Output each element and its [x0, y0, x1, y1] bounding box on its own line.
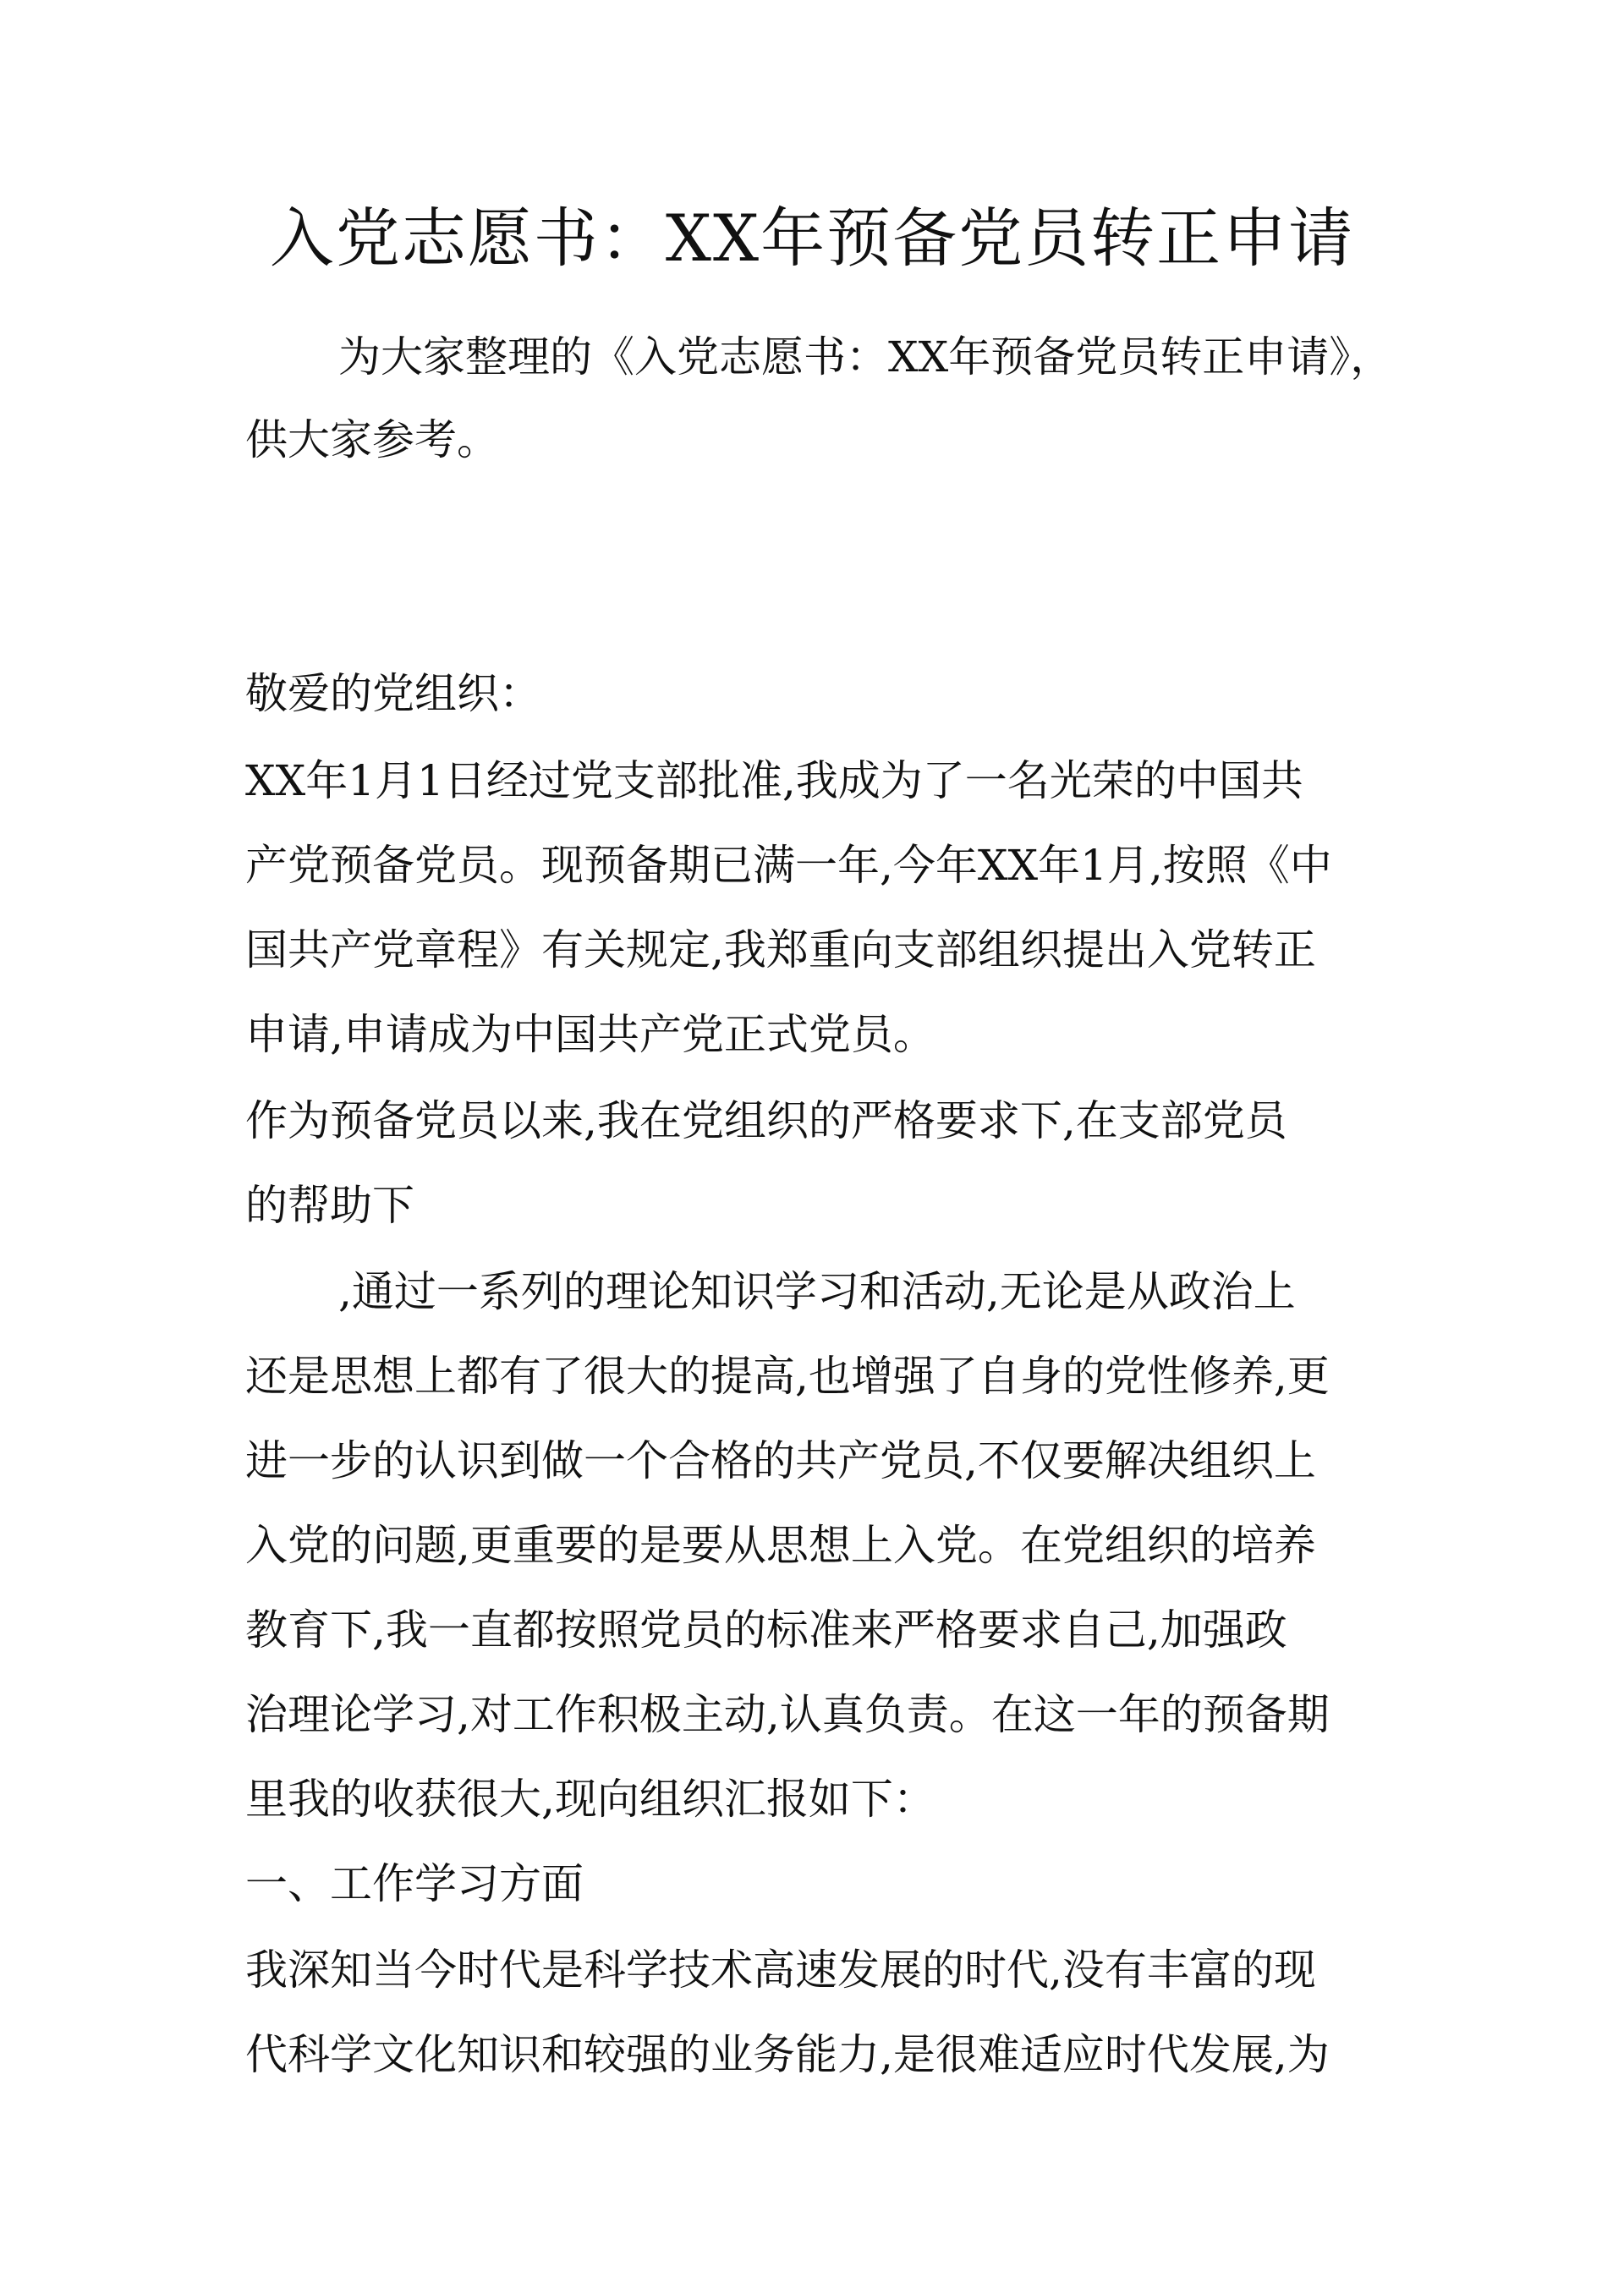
section-1-heading: 一、工作学习方面 — [245, 1859, 584, 1908]
paragraph-1-line-4: 申请,申请成为中国共产党正式党员。 — [245, 1010, 935, 1059]
paragraph-4-line-1: 我深知当今时代是科学技术高速发展的时代,没有丰富的现 — [245, 1946, 1316, 1995]
paragraph-3-line-1: ,通过一系列的理论知识学习和活动,无论是从政治上 — [338, 1267, 1296, 1316]
paragraph-4-line-2: 代科学文化知识和较强的业务能力,是很难适应时代发展,为 — [245, 2030, 1330, 2079]
intro-line-1: 为大家整理的《入党志愿书：XX年预备党员转正申请》， — [338, 332, 1393, 381]
paragraph-3-line-2: 还是思想上都有了很大的提高,也增强了自身的党性修养,更 — [245, 1352, 1330, 1401]
salutation: 敬爱的党组织： — [245, 669, 541, 718]
paragraph-1-line-1: XX年1月1日经过党支部批准,我成为了一名光荣的中国共 — [245, 756, 1303, 805]
paragraph-3-line-7: 里我的收获很大,现向组织汇报如下： — [245, 1775, 935, 1824]
paragraph-3-line-6: 治理论学习,对工作积极主动,认真负责。在这一年的预备期 — [245, 1690, 1330, 1739]
paragraph-3-line-3: 进一步的认识到做一个合格的共产党员,不仅要解决组织上 — [245, 1436, 1316, 1485]
paragraph-2-line-1: 作为预备党员以来,我在党组织的严格要求下,在支部党员 — [245, 1096, 1287, 1145]
paragraph-3-line-5: 教育下,我一直都按照党员的标准来严格要求自己,加强政 — [245, 1605, 1287, 1655]
paragraph-1-line-2: 产党预备党员。现预备期已满一年,今年XX年1月,按照《中 — [245, 841, 1332, 890]
paragraph-1-line-3: 国共产党章程》有关规定,我郑重向支部组织提出入党转正 — [245, 925, 1316, 974]
intro-line-2: 供大家参考。 — [245, 415, 499, 464]
document-title: 入党志愿书：XX年预备党员转正申请 — [269, 200, 1355, 276]
paragraph-2-line-2: 的帮助下 — [245, 1181, 414, 1230]
paragraph-3-line-4: 入党的问题,更重要的是要从思想上入党。在党组织的培养 — [245, 1521, 1316, 1570]
